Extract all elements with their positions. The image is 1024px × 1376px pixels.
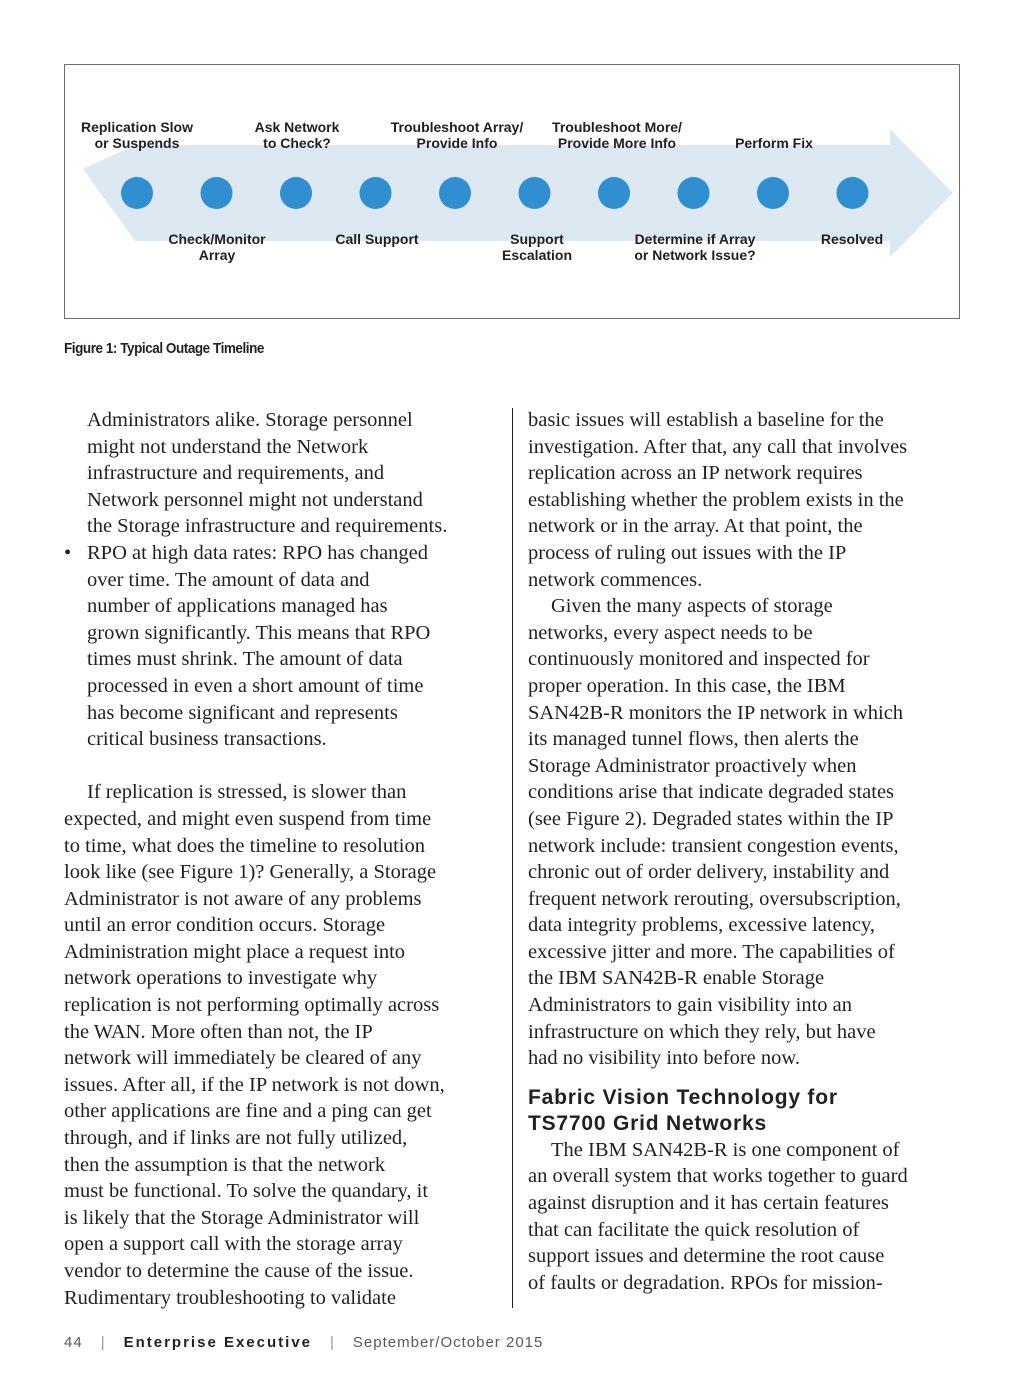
timeline-milestone-dot bbox=[360, 177, 392, 209]
timeline-milestone-dot bbox=[678, 177, 710, 209]
text-line: data integrity problems, excessive latency, bbox=[528, 914, 876, 937]
timeline-label-call-support: Call Support bbox=[335, 231, 419, 247]
text-line: Given the many aspects of storage bbox=[551, 595, 833, 618]
text-line: Administrators alike. Storage personnel bbox=[87, 409, 413, 431]
timeline-milestone-dot bbox=[280, 177, 312, 209]
text-line: Network personnel might not understand bbox=[87, 488, 423, 511]
text-line: over time. The amount of data and bbox=[87, 568, 370, 591]
text-line: vendor to determine the cause of the issue. bbox=[64, 1260, 414, 1282]
text-line: continuously monitored and inspected for bbox=[528, 648, 870, 671]
text-line: If replication is stressed, is slower than bbox=[87, 781, 407, 804]
text-line: network or in the array. At that point, the bbox=[528, 515, 863, 538]
bullet-marker: • bbox=[64, 541, 72, 564]
text-line: excessive jitter and more. The capabilities of bbox=[528, 940, 895, 963]
text-line: other applications are fine and a ping can get bbox=[64, 1100, 432, 1123]
text-line: open a support call with the storage array bbox=[64, 1233, 403, 1256]
timeline-label-troubleshoot-more: Troubleshoot More/ Provide More Info bbox=[552, 119, 682, 151]
text-line: through, and if links are not fully utilized, bbox=[64, 1127, 408, 1150]
text-line: must be functional. To solve the quandary, it bbox=[64, 1180, 429, 1203]
timeline-label-ask-network: Ask Network to Check? bbox=[254, 119, 340, 151]
timeline-milestone-dot bbox=[439, 177, 471, 209]
right-column bbox=[528, 407, 968, 1296]
text-line: network will immediately be cleared of any bbox=[64, 1047, 422, 1070]
timeline-milestone-dot bbox=[519, 177, 551, 209]
text-line: establishing whether the problem exists in the bbox=[528, 488, 904, 511]
timeline-graphic bbox=[65, 65, 961, 320]
timeline-label-resolved: Resolved bbox=[820, 231, 884, 247]
text-line: network commences. bbox=[528, 568, 703, 591]
timeline-label-determine-issue: Determine if Array or Network Issue? bbox=[634, 231, 756, 263]
paragraph-storage-networks bbox=[528, 593, 968, 1072]
text-line: number of applications managed has bbox=[87, 595, 388, 618]
text-line: had no visibility into before now. bbox=[528, 1047, 800, 1070]
text-line: critical business transactions. bbox=[87, 728, 327, 751]
footer-separator: | bbox=[330, 1334, 335, 1351]
text-line: chronic out of order delivery, instability and bbox=[528, 861, 890, 884]
timeline-label-replication-slow: Replication Slow or Suspends bbox=[80, 119, 193, 151]
bullet-rpo bbox=[64, 540, 504, 753]
timeline-milestone-dot bbox=[121, 177, 153, 209]
text-line: replication across an IP network requires bbox=[528, 462, 863, 485]
text-line: until an error condition occurs. Storage bbox=[64, 914, 386, 937]
section-heading bbox=[528, 1085, 968, 1137]
timeline-milestone-dot bbox=[837, 177, 869, 209]
heading-line: Fabric Vision Technology for bbox=[528, 1085, 838, 1109]
paragraph-administrators bbox=[64, 407, 504, 540]
column-divider bbox=[512, 408, 513, 1308]
text-line: look like (see Figure 1)? Generally, a Storage bbox=[64, 861, 437, 884]
paragraph-replication-stressed bbox=[64, 779, 504, 1311]
text-line: an overall system that works together to guard bbox=[528, 1165, 908, 1188]
left-column bbox=[64, 407, 504, 1311]
bullet-text: RPO at high data rates: RPO has changed bbox=[87, 541, 429, 564]
timeline-milestone-dot bbox=[598, 177, 630, 209]
text-line: Administration might place a request into bbox=[64, 940, 406, 963]
paragraph-baseline bbox=[528, 407, 968, 593]
publication-name: Enterprise Executive bbox=[123, 1334, 312, 1351]
paragraph-san42b-r bbox=[528, 1137, 968, 1297]
text-line: Administrator is not aware of any problems bbox=[64, 887, 422, 910]
timeline-label-perform-fix: Perform Fix bbox=[735, 135, 813, 151]
text-line: is likely that the Storage Administrator will bbox=[64, 1206, 420, 1229]
text-line: process of ruling out issues with the IP bbox=[528, 541, 847, 564]
text-line: The IBM SAN42B-R is one component of bbox=[551, 1138, 900, 1161]
text-line: then the assumption is that the network bbox=[64, 1153, 386, 1176]
text-line bbox=[64, 540, 504, 567]
timeline-label-check-monitor: Check/Monitor Array bbox=[168, 231, 266, 263]
text-line: frequent network rerouting, oversubscription, bbox=[528, 887, 901, 910]
text-line: support issues and determine the root cause bbox=[528, 1245, 885, 1268]
text-line: its managed tunnel flows, then alerts the bbox=[528, 728, 859, 751]
figure-caption: Figure 1: Typical Outage Timeline bbox=[64, 340, 264, 357]
text-line: issues. After all, if the IP network is not down, bbox=[64, 1073, 445, 1096]
text-line: SAN42B-R monitors the IP network in which bbox=[528, 701, 904, 724]
text-line: proper operation. In this case, the IBM bbox=[528, 674, 846, 697]
heading-line: TS7700 Grid Networks bbox=[528, 1111, 767, 1135]
text-line: of faults or degradation. RPOs for mission- bbox=[528, 1271, 883, 1294]
text-line: against disruption and it has certain features bbox=[528, 1192, 889, 1215]
text-line: the Storage infrastructure and requirements. bbox=[87, 515, 448, 538]
text-line: Rudimentary troubleshooting to validate bbox=[64, 1286, 396, 1309]
text-line: grown significantly. This means that RPO bbox=[87, 621, 431, 644]
text-line: network include: transient congestion events, bbox=[528, 834, 899, 857]
text-line: (see Figure 2). Degraded states within the IP bbox=[528, 807, 894, 830]
footer-separator: | bbox=[100, 1334, 106, 1351]
text-line: network operations to investigate why bbox=[64, 967, 378, 990]
text-line: that can facilitate the quick resolution of bbox=[528, 1218, 860, 1241]
timeline-label-troubleshoot-array: Troubleshoot Array/ Provide Info bbox=[390, 119, 524, 151]
text-line: might not understand the Network bbox=[87, 435, 369, 458]
text-line: Storage Administrator proactively when bbox=[528, 754, 857, 777]
text-line: processed in even a short amount of time bbox=[87, 674, 424, 697]
text-line: has become significant and represents bbox=[87, 701, 398, 724]
text-line: infrastructure on which they rely, but have bbox=[528, 1020, 876, 1043]
text-line: replication is not performing optimally across bbox=[64, 994, 440, 1017]
text-line: to time, what does the timeline to resolution bbox=[64, 834, 425, 857]
text-line: investigation. After that, any call that involves bbox=[528, 435, 908, 458]
figure-timeline bbox=[64, 64, 960, 319]
text-line: networks, every aspect needs to be bbox=[528, 621, 813, 644]
text-line: the IBM SAN42B-R enable Storage bbox=[528, 967, 825, 990]
text-line: the WAN. More often than not, the IP bbox=[64, 1020, 373, 1043]
text-line: basic issues will establish a baseline for the bbox=[528, 409, 884, 431]
text-line: Administrators to gain visibility into an bbox=[528, 994, 852, 1017]
timeline-milestone-dot bbox=[201, 177, 233, 209]
text-line: times must shrink. The amount of data bbox=[87, 648, 403, 671]
issue-date: September/October 2015 bbox=[352, 1334, 544, 1351]
page-footer bbox=[64, 1334, 543, 1351]
page-number: 44 bbox=[64, 1334, 83, 1351]
timeline-label-support-escalation: Support Escalation bbox=[501, 231, 573, 263]
text-line: expected, and might even suspend from time bbox=[64, 807, 432, 830]
timeline-milestone-dot bbox=[757, 177, 789, 209]
text-line: infrastructure and requirements, and bbox=[87, 462, 385, 485]
text-line: conditions arise that indicate degraded states bbox=[528, 781, 895, 804]
